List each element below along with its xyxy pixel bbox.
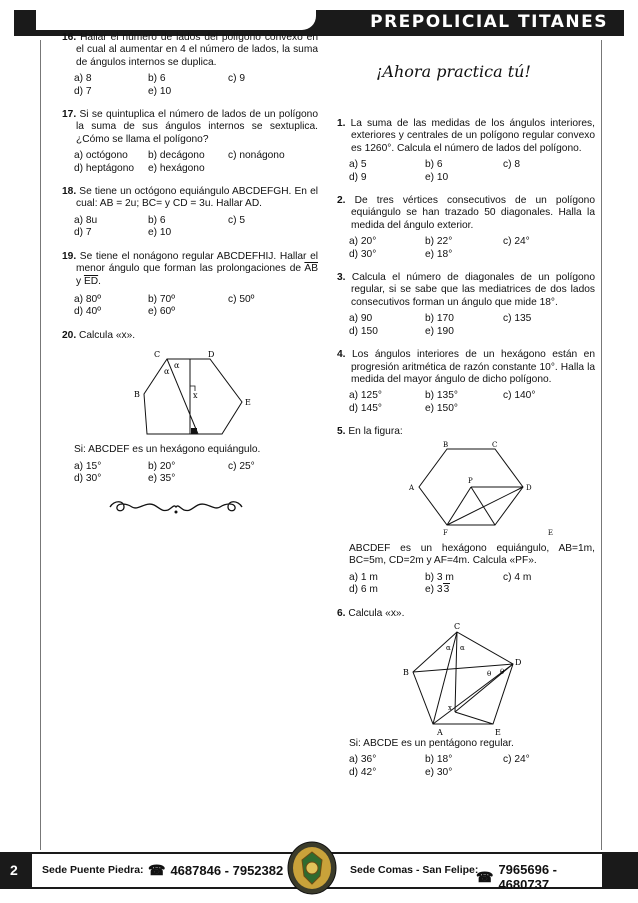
question-3 xyxy=(337,272,595,338)
label-b: B xyxy=(403,667,409,677)
label-a: A xyxy=(409,483,415,492)
option-b: b) 6 xyxy=(148,214,166,226)
section-heading: ¡Ahora practica tú! xyxy=(376,62,531,81)
options xyxy=(337,390,595,415)
label-e: E xyxy=(495,727,501,736)
pentagon-figure xyxy=(337,620,595,736)
hexagon-figure-pf xyxy=(337,439,595,529)
question-text: De tres vértices consecutivos de un polígono equiángulo se han trazado 50 diagonales. Halla la medida del ángulo exterior. xyxy=(351,195,595,231)
question-text: Calcula «x». xyxy=(79,329,136,341)
label-alpha-2: α xyxy=(174,361,180,371)
option-d: d) 7 xyxy=(74,227,92,239)
label-e: E xyxy=(245,398,251,408)
question-number: 1. xyxy=(337,118,346,129)
question-text: Hallar el número de lados del polígono convexo en el cual al aumentar en 4 el número de lados, la suma de ángulos internos se duplica. xyxy=(76,32,318,68)
connector-text: y xyxy=(76,275,82,287)
question-text: Se tiene un octógono equiángulo ABCDEFGH. En el cual: AB = 2u; BC= y CD = 3u. Hallar AD. xyxy=(76,186,318,210)
question-2 xyxy=(337,195,595,261)
question-6 xyxy=(337,608,595,780)
question-text: Si se quintuplica el número de lados de un polígono la suma de sus ángulos internos se sextuplica. ¿Cómo se llama el polígono? xyxy=(76,109,318,145)
label-b: B xyxy=(134,390,140,400)
option-a: a) 8u xyxy=(74,214,98,226)
option-a: a) 80º xyxy=(74,293,101,305)
label-c: C xyxy=(454,621,461,631)
question-number: 2. xyxy=(337,195,346,207)
option-b: b) 20° xyxy=(148,460,176,472)
label-a: A xyxy=(437,727,443,736)
question-number: 18. xyxy=(62,186,77,198)
options xyxy=(62,215,318,240)
option-b: b) 3 m xyxy=(425,571,454,583)
options xyxy=(337,236,595,261)
option-d: d) 40º xyxy=(74,306,101,318)
figure-note: ABCDEF es un hexágono equiángulo, AB=1m, BC=5m, CD=2m y AF=4m. Calcula «PF». xyxy=(349,542,595,567)
option-e: e) 18° xyxy=(425,248,453,260)
option-c: c) 24° xyxy=(503,754,530,766)
question-text: Se tiene el nonágono regular ABCDEFHIJ. Hallar el menor ángulo que forman las prolongaciones de xyxy=(76,250,318,275)
option-b: b) 135° xyxy=(425,390,458,402)
option-c: c) 135 xyxy=(503,313,532,325)
label-d: D xyxy=(208,350,215,360)
question-text: La suma de las medidas de los ángulos interiores, exteriores y centrales de un polígono regular convexo es 1260°. Calcula el número de lados del polígono. xyxy=(350,118,595,154)
question-text: Calcula el número de diagonales de un polígono regular, si se sabe que las mediatrices de dos lados consecutivos forman un ángulo que mide 18°. xyxy=(351,272,595,308)
question-5 xyxy=(337,426,595,596)
option-a: a) 8 xyxy=(74,73,92,85)
question-number: 16. xyxy=(62,32,77,43)
option-e: e) 150° xyxy=(425,402,458,414)
options xyxy=(62,150,318,175)
header-notch xyxy=(36,10,316,30)
options xyxy=(337,572,595,597)
header-title: PREPOLICIAL TITANES xyxy=(370,12,608,32)
question-number: 20. xyxy=(62,329,77,341)
option-c: c) 8 xyxy=(503,159,520,171)
figure-note: Si: ABCDEF es un hexágono equiángulo. xyxy=(74,444,261,456)
option-a: a) 90 xyxy=(349,313,373,325)
question-number: 17. xyxy=(62,109,77,121)
question-20 xyxy=(62,330,318,486)
option-e: e) 30° xyxy=(425,766,453,778)
label-f: F xyxy=(443,528,448,537)
option-c: c) 50º xyxy=(228,293,255,305)
options xyxy=(62,294,318,319)
label-e: E xyxy=(547,528,553,537)
question-number: 3. xyxy=(337,272,346,284)
option-b: b) 6 xyxy=(148,73,166,85)
options xyxy=(62,461,318,486)
option-c: c) nonágono xyxy=(228,150,285,162)
question-19 xyxy=(62,251,318,319)
label-alpha-1: α xyxy=(164,367,170,377)
option-c: c) 5 xyxy=(228,214,245,226)
option-b: b) decágono xyxy=(148,150,205,162)
phones-comas: ☎ 7965696 - 4680737 xyxy=(476,862,558,892)
option-c: c) 24° xyxy=(503,236,530,248)
option-e: e) 10 xyxy=(425,171,449,183)
options xyxy=(337,313,595,338)
options xyxy=(62,73,318,98)
question-number: 5. xyxy=(337,426,346,438)
label-alpha-2: α xyxy=(460,643,465,652)
telephone-icon: ☎ xyxy=(476,868,494,885)
question-17 xyxy=(62,109,318,175)
left-column xyxy=(62,32,318,518)
option-d: d) 30° xyxy=(349,248,377,260)
option-b: b) 170 xyxy=(425,313,454,325)
label-c: C xyxy=(492,440,498,449)
label-d: D xyxy=(515,657,522,667)
sede-puente-piedra: Sede Puente Piedra: xyxy=(42,864,144,876)
options xyxy=(337,159,595,184)
option-a: a) 15° xyxy=(74,460,102,472)
option-d: d) 30° xyxy=(74,472,102,484)
segment-ab: $\overline{AB}$ xyxy=(304,263,318,275)
question-1 xyxy=(337,118,595,184)
option-b: b) 22° xyxy=(425,236,453,248)
option-c: c) 9 xyxy=(228,73,245,85)
option-c: c) 4 m xyxy=(503,571,532,583)
option-c: c) 25° xyxy=(228,460,255,472)
option-e: e) 10 xyxy=(148,85,172,97)
sede-comas: Sede Comas - San Felipe: xyxy=(350,864,479,876)
option-b: b) 18° xyxy=(425,754,453,766)
option-b: b) 6 xyxy=(425,159,443,171)
label-x: x xyxy=(448,703,452,712)
label-p: P xyxy=(468,476,473,485)
question-18 xyxy=(62,186,318,240)
label-d: D xyxy=(526,483,532,492)
option-c: c) 140° xyxy=(503,390,536,402)
question-number: 6. xyxy=(337,607,346,619)
option-b: b) 70º xyxy=(148,293,175,305)
option-a: a) 36° xyxy=(349,754,377,766)
option-d: d) 145° xyxy=(349,402,382,414)
phones-puente-piedra: ☎ 4687846 - 7952382 xyxy=(148,862,284,878)
hexagon-figure xyxy=(62,346,318,436)
option-e: e) 10 xyxy=(148,227,172,239)
ornament-flourish-icon xyxy=(106,496,246,518)
question-number: 19. xyxy=(62,250,77,262)
question-4 xyxy=(337,349,595,415)
option-e: e) 190 xyxy=(425,325,454,337)
option-e: e) 35° xyxy=(148,472,176,484)
option-e: e) hexágono xyxy=(148,162,205,174)
question-text: Calcula «x». xyxy=(348,607,405,619)
option-d: d) 42° xyxy=(349,766,377,778)
options xyxy=(337,754,595,779)
page-number: 2 xyxy=(10,862,18,878)
option-a: a) 20° xyxy=(349,236,377,248)
option-a: a) 1 m xyxy=(349,571,378,583)
sqrt-radicand: 3 xyxy=(443,584,450,596)
option-d: d) 6 m xyxy=(349,584,378,596)
label-alpha-1: α xyxy=(446,643,451,652)
option-a: a) 125° xyxy=(349,390,382,402)
question-text: En la figura: xyxy=(348,426,403,438)
option-d: d) 7 xyxy=(74,85,92,97)
police-seal-logo xyxy=(286,840,338,896)
option-d: d) heptágono xyxy=(74,162,135,174)
option-a: a) octógono xyxy=(74,150,128,162)
figure-note: Si: ABCDE es un pentágono regular. xyxy=(349,737,514,749)
right-column xyxy=(337,118,595,790)
period: . xyxy=(98,275,101,287)
telephone-icon: ☎ xyxy=(148,862,166,878)
question-text: Los ángulos interiores de un hexágono están en progresión aritmética de razón constante 10°. Halla la medida del mayor ángulo de dicho polígono. xyxy=(351,349,595,385)
label-c: C xyxy=(154,350,161,360)
option-a: a) 5 xyxy=(349,159,367,171)
option-d: d) 150 xyxy=(349,325,378,337)
option-e: e) 33 xyxy=(425,584,450,596)
label-theta-2: θ xyxy=(500,667,505,676)
segment-ed: $\overline{ED}$ xyxy=(83,275,99,287)
option-e: e) 60º xyxy=(148,306,175,318)
label-theta-1: θ xyxy=(487,669,492,678)
question-number: 4. xyxy=(337,349,346,361)
question-16 xyxy=(62,32,318,98)
label-x: x xyxy=(193,391,198,401)
option-d: d) 9 xyxy=(349,171,367,183)
label-b: B xyxy=(443,440,449,449)
